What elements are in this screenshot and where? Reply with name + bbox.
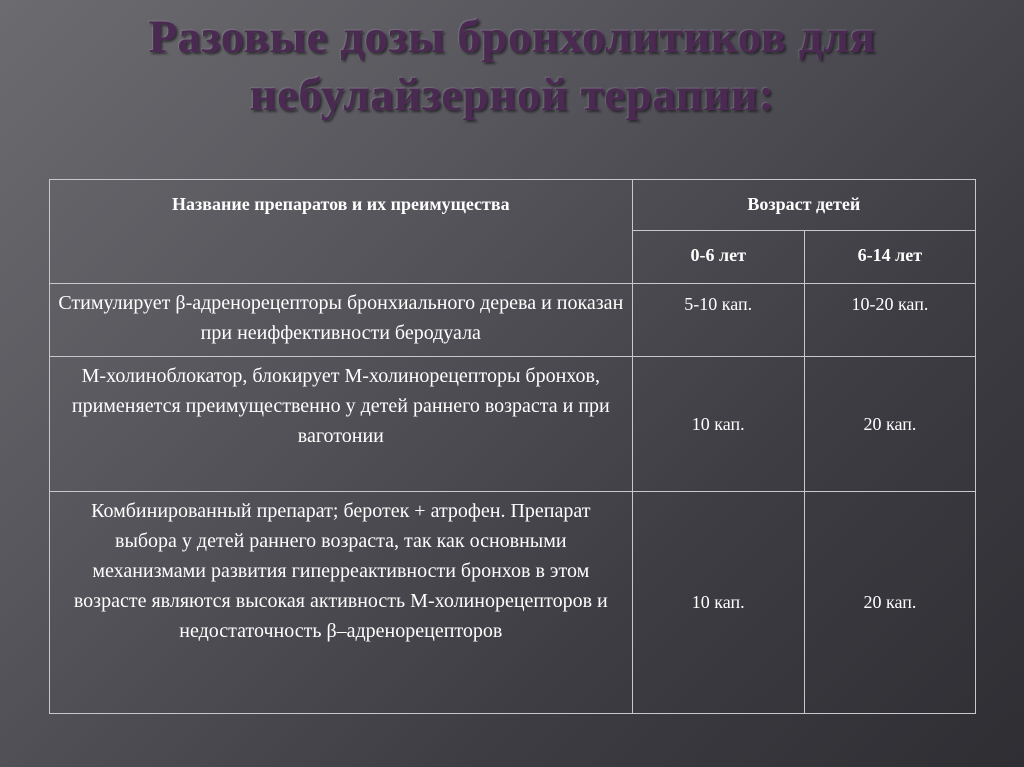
row-dose-6-14: 20 кап. (804, 357, 975, 492)
row-dose-6-14: 10-20 кап. (804, 284, 975, 357)
row-description: Комбинированный препарат; беротек + атрофен. Препарат выбора у детей раннего возраста, так как основными механизмами развития гиперреактивности бронхов в этом возрасте являются высокая активность М-холинорецепторов и недостаточность β–адренорецепторов (50, 492, 633, 714)
slide-title (40, 8, 984, 124)
row-dose-0-6: 5-10 кап. (632, 284, 804, 357)
header-age: Возраст детей (632, 180, 975, 231)
table-row (50, 357, 976, 492)
row-dose-0-6: 10 кап. (632, 492, 804, 714)
header-age-6-14: 6-14 лет (804, 230, 975, 283)
row-dose-6-14: 20 кап. (804, 492, 975, 714)
table-row (50, 284, 976, 357)
header-drug-name: Название препаратов и их преимущества (50, 180, 633, 284)
slide-title-line-1: Разовые дозы бронхолитиков для (148, 11, 876, 63)
header-age-0-6: 0-6 лет (632, 230, 804, 283)
slide-title-line-2: небулайзерной терапии: (249, 69, 775, 121)
row-dose-0-6: 10 кап. (632, 357, 804, 492)
table-header-row (50, 180, 976, 231)
dose-table (49, 179, 976, 714)
row-description: Стимулирует β-адренорецепторы бронхиального дерева и показан при неиффективности беродуала (50, 284, 633, 357)
table-row (50, 492, 976, 714)
row-description: М-холиноблокатор, блокирует М-холинорецепторы бронхов, применяется преимущественно у детей раннего возраста и при ваготонии (50, 357, 633, 492)
